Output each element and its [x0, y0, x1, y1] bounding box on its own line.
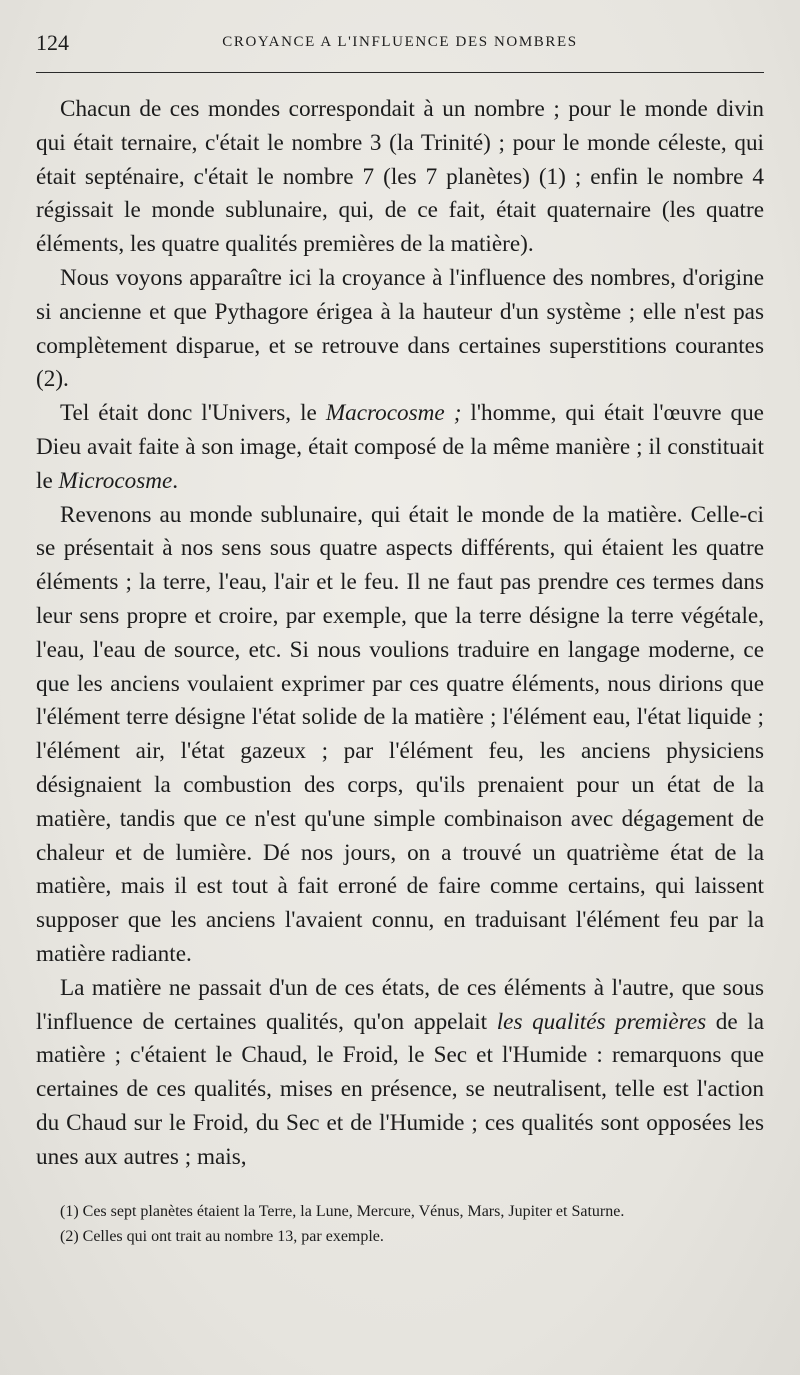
paragraph-2: Nous voyons apparaître ici la croyance à l'influence des nombres, d'origine si ancienne et que Pythagore érigea à la hauteur d'un système ; elle n'est pas complètement disparue, et se retrouve dans certaines superstitions courantes (2).	[36, 264, 764, 393]
qualites-premieres-term: les qualités premières	[496, 1008, 707, 1035]
page-number: 124	[36, 30, 69, 55]
paragraph-3-text-c: l'homme, qui était l'œuvre que Dieu avait faite à son image, était composé de la même manière ; il constituait le	[36, 400, 764, 494]
paragraph-3-text-e: .	[172, 467, 179, 494]
paragraph-5-text-c: de la matière ; c'étaient le Chaud, le Froid, le Sec et l'Humide : remarquons que certaines de ces qualités, mises en présence, se neutralisent, telle est l'action du Chaud sur le Froid, du Sec et de l'Humide ; ces qualités sont opposées les unes aux autres ; mais,	[36, 1008, 764, 1170]
footnotes	[36, 1199, 764, 1249]
macrocosme-term: Macrocosme ;	[325, 400, 462, 427]
footnote-2: (2) Celles qui ont trait au nombre 13, par exemple.	[60, 1227, 384, 1245]
header-rule	[36, 72, 764, 73]
paragraph-5-text-a: La matière ne passait d'un de ces états, de ces éléments à l'autre, que sous l'influence de certaines qualités, qu'on appelait	[36, 974, 764, 1035]
page-header	[36, 26, 764, 60]
footnote-1: (1) Ces sept planètes étaient la Terre, la Lune, Mercure, Vénus, Mars, Jupiter et Saturne.	[60, 1202, 625, 1220]
microcosme-term: Microcosme	[58, 467, 173, 494]
body-text	[36, 93, 764, 1175]
paragraph-3	[36, 397, 764, 498]
paragraph-4: Revenons au monde sublunaire, qui était le monde de la matière. Celle-ci se présentait à nos sens sous quatre aspects différents, qui étaient les quatre éléments ; la terre, l'eau, l'air et le feu. Il ne faut pas prendre ces termes dans leur sens propre et croire, par exemple, que la terre désigne la terre végétale, l'eau, l'eau de source, etc. Si nous voulions traduire en langage moderne, ce que les anciens voulaient exprimer par ces quatre éléments, nous dirions que l'élément terre désigne l'état solide de la matière ; l'élément eau, l'état liquide ; l'élément air, l'état gazeux ; par l'élément feu, les anciens physiciens désignaient la combustion des corps, qu'ils prenaient pour un état de la matière, tandis que ce n'est qu'une simple combinaison avec dégagement de chaleur et de lumière. Dé nos jours, on a trouvé un quatrième état de la matière, mais il est tout à fait erroné de faire comme certains, qui laissent supposer que les anciens l'avaient connu, en traduisant l'élément feu par la matière radiante.	[36, 501, 764, 967]
paragraph-3-text-a: Tel était donc l'Univers, le	[60, 400, 326, 427]
paragraph-5	[36, 972, 764, 1175]
paragraph-1: Chacun de ces mondes correspondait à un nombre ; pour le monde divin qui était ternaire, c'était le nombre 3 (la Trinité) ; pour le monde céleste, qui était septénaire, c'était le nombre 7 (les 7 planètes) (1) ; enfin le nombre 4 régissait le monde sublunaire, qui, de ce fait, était quaternaire (les quatre éléments, les quatre qualités premières de la matière).	[36, 96, 764, 258]
running-title: CROYANCE A L'INFLUENCE DES NOMBRES	[222, 34, 578, 50]
